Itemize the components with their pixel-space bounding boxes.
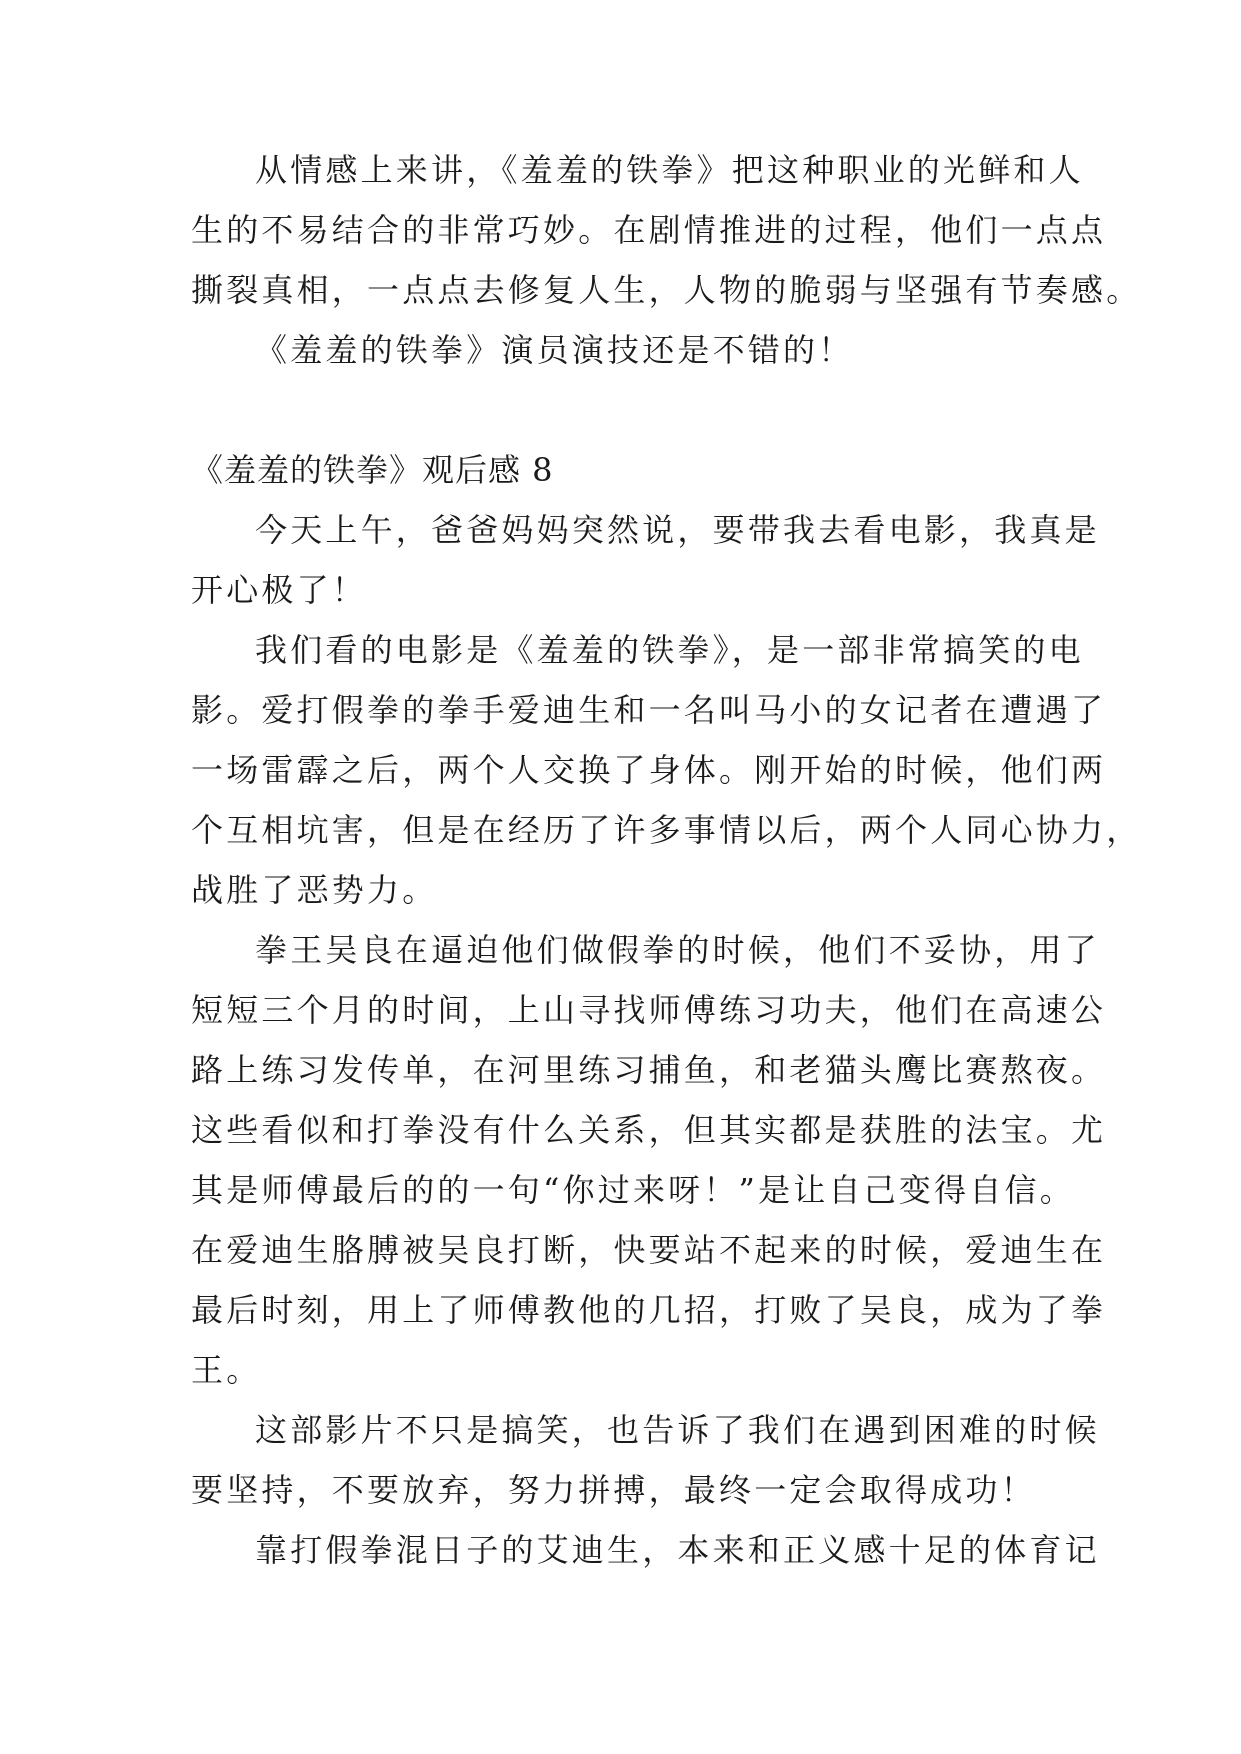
paragraph-line: 拳王吴良在逼迫他们做假拳的时候，他们不妥协，用了 bbox=[255, 931, 1100, 969]
paragraph-line: 这些看似和打拳没有什么关系，但其实都是获胜的法宝。尤 bbox=[191, 1111, 1107, 1149]
paragraph-line: 从情感上来讲，《羞羞的铁拳》把这种职业的光鲜和人 bbox=[255, 151, 1084, 189]
paragraph-line: 在爱迪生胳膊被吴良打断，快要站不起来的时候，爱迪生在 bbox=[191, 1231, 1107, 1269]
paragraph-line: 要坚持，不要放弃，努力拼搏，最终一定会取得成功！ bbox=[191, 1471, 1036, 1509]
paragraph-line: 影。爱打假拳的拳手爱迪生和一名叫马小的女记者在遭遇了 bbox=[191, 691, 1107, 729]
paragraph-line: 撕裂真相，一点点去修复人生，人物的脆弱与坚强有节奏感。 bbox=[191, 271, 1142, 309]
paragraph-line: 其是师傅最后的的一句“你过来呀！”是让自己变得自信。 bbox=[191, 1171, 1075, 1209]
paragraph-line: 靠打假拳混日子的艾迪生，本来和正义感十足的体育记 bbox=[255, 1531, 1100, 1569]
paragraph-line: 一场雷霹之后，两个人交换了身体。刚开始的时候，他们两 bbox=[191, 751, 1107, 789]
paragraph-line: 《羞羞的铁拳》演员演技还是不错的！ bbox=[255, 331, 854, 369]
paragraph-line: 这部影片不只是搞笑，也告诉了我们在遇到困难的时候 bbox=[255, 1411, 1100, 1449]
paragraph-line: 最后时刻，用上了师傅教他的几招，打败了吴良，成为了拳 bbox=[191, 1291, 1107, 1329]
paragraph-line: 个互相坑害，但是在经历了许多事情以后，两个人同心协力， bbox=[191, 811, 1142, 849]
paragraph-line: 路上练习发传单，在河里练习捕鱼，和老猫头鹰比赛熬夜。 bbox=[191, 1051, 1107, 1089]
paragraph-line: 战胜了恶势力。 bbox=[191, 871, 438, 909]
section-heading: 《羞羞的铁拳》观后感 8 bbox=[191, 451, 554, 489]
paragraph-line: 今天上午，爸爸妈妈突然说，要带我去看电影，我真是 bbox=[255, 511, 1100, 549]
paragraph-line: 开心极了！ bbox=[191, 571, 368, 609]
paragraph-line: 短短三个月的时间，上山寻找师傅练习功夫，他们在高速公 bbox=[191, 991, 1107, 1029]
paragraph-line: 生的不易结合的非常巧妙。在剧情推进的过程，他们一点点 bbox=[191, 211, 1107, 249]
paragraph-line: 王。 bbox=[191, 1351, 262, 1389]
paragraph-line: 我们看的电影是《羞羞的铁拳》，是一部非常搞笑的电 bbox=[255, 631, 1084, 669]
